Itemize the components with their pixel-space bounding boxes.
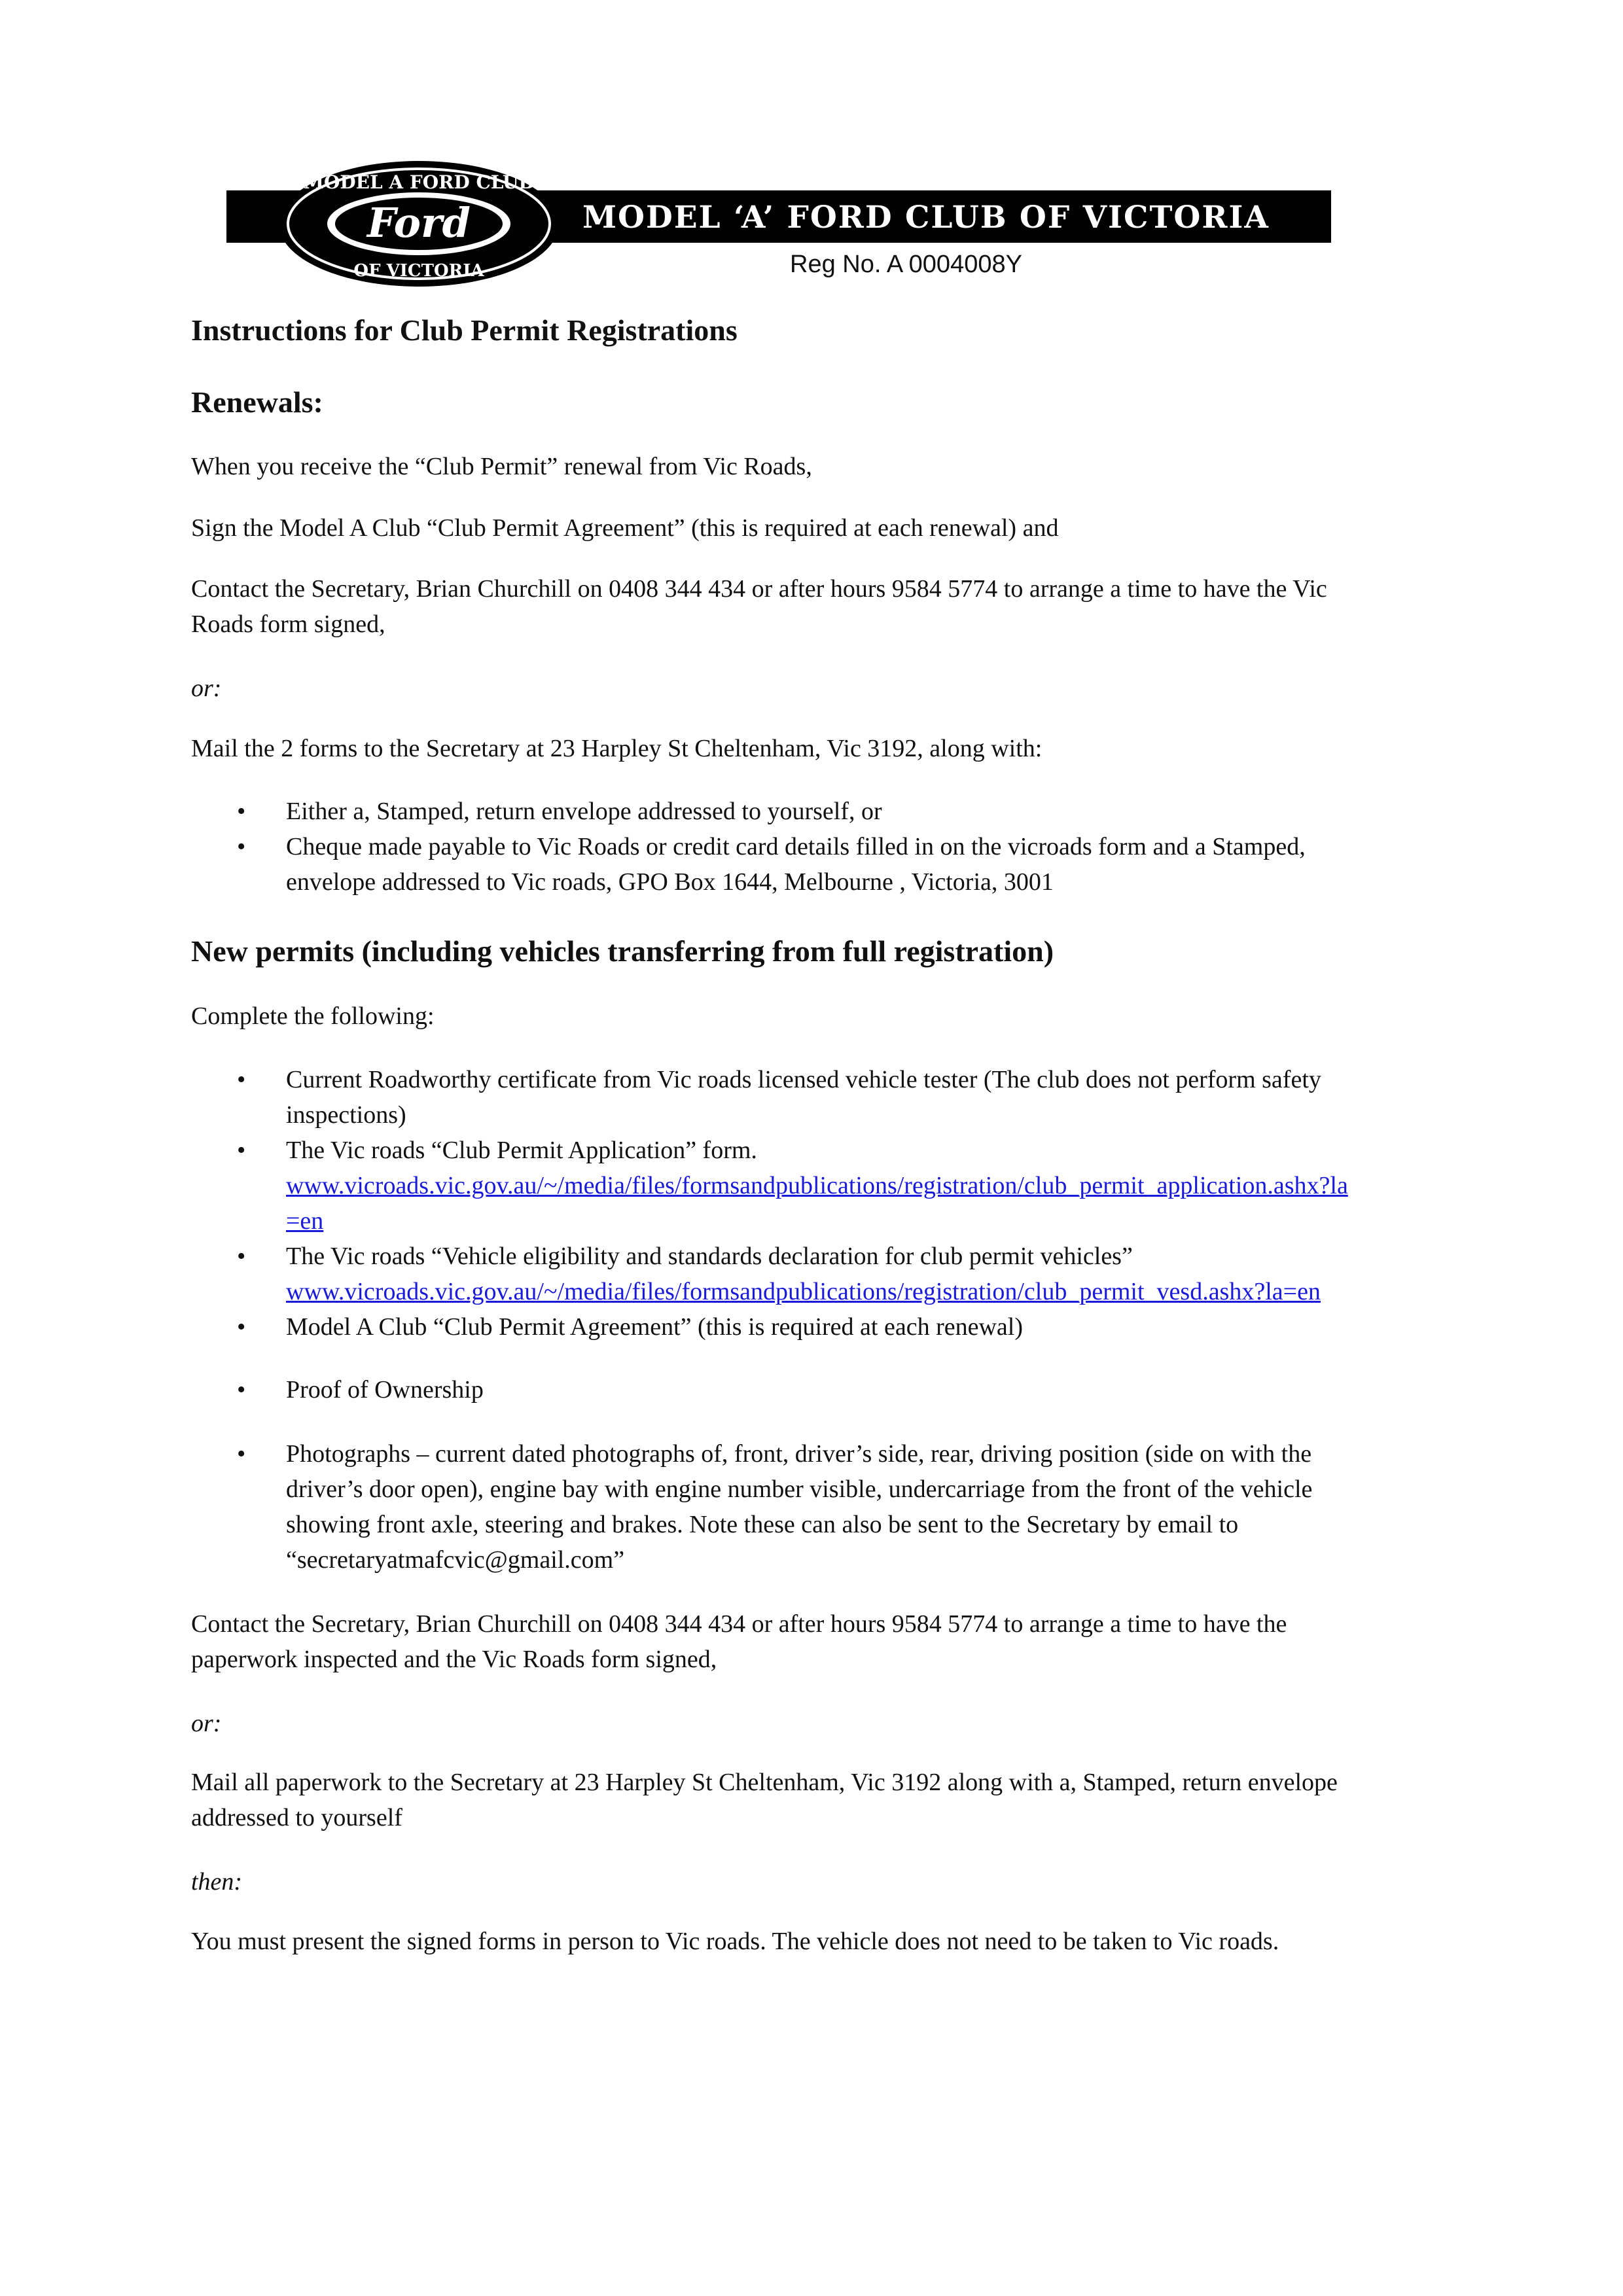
new-permits-bullet-4: Model A Club “Club Permit Agreement” (this is required at each renewal) — [286, 1313, 1023, 1341]
renewals-bullet-1: Either a, Stamped, return envelope addressed to yourself, or — [286, 798, 882, 825]
bullet-marker: • — [237, 798, 246, 825]
new-permits-then: then: — [191, 1868, 243, 1896]
club-permit-vesd-link[interactable]: www.vicroads.vic.gov.au/~/media/files/formsandpublications/registration/club_permit_vesd.ashx?la=en — [286, 1278, 1321, 1305]
bullet-marker: • — [237, 1066, 246, 1093]
new-permits-bullet-6-line-3: showing front axle, steering and brakes. Note these can also be sent to the Secretary by email to — [286, 1511, 1239, 1538]
new-permits-or: or: — [191, 1710, 222, 1737]
bullet-marker: • — [237, 1313, 246, 1341]
renewals-paragraph-1: When you receive the “Club Permit” renewal from Vic Roads, — [191, 453, 812, 480]
new-permits-bullet-5: Proof of Ownership — [286, 1376, 484, 1404]
renewals-paragraph-2: Sign the Model A Club “Club Permit Agreement” (this is required at each renewal) and — [191, 514, 1059, 542]
new-permits-intro: Complete the following: — [191, 1002, 435, 1030]
club-permit-application-link-cont[interactable]: =en — [286, 1207, 324, 1235]
renewals-heading: Renewals: — [191, 385, 323, 419]
new-permits-bullet-2: The Vic roads “Club Permit Application” form. — [286, 1137, 757, 1164]
bullet-marker: • — [237, 1376, 246, 1404]
bullet-marker: • — [237, 833, 246, 860]
renewals-or: or: — [191, 675, 222, 702]
club-permit-application-link[interactable]: www.vicroads.vic.gov.au/~/media/files/formsandpublications/registration/club_permit_application.ashx?la — [286, 1172, 1348, 1199]
new-permits-bullet-6-line-4: “secretaryatmafcvic@gmail.com” — [286, 1546, 625, 1574]
new-permits-mail-line-1: Mail all paperwork to the Secretary at 23 Harpley St Cheltenham, Vic 3192 along with a, Stamped, return envelope — [191, 1769, 1338, 1796]
ford-club-logo — [275, 158, 563, 289]
renewals-bullet-2-line-2: envelope addressed to Vic roads, GPO Box 1644, Melbourne , Victoria, 3001 — [286, 868, 1054, 896]
renewals-paragraph-3-line-1: Contact the Secretary, Brian Churchill on 0408 344 434 or after hours 9584 5774 to arrange a time to have the Vic — [191, 575, 1327, 603]
registration-number: Reg No. A 0004008Y — [790, 251, 1022, 278]
renewals-bullet-2-line-1: Cheque made payable to Vic Roads or credit card details filled in on the vicroads form and a Stamped, — [286, 833, 1306, 860]
new-permits-bullet-3: The Vic roads “Vehicle eligibility and standards declaration for club permit vehicles” — [286, 1243, 1133, 1270]
new-permits-contact-line-2: paperwork inspected and the Vic Roads form signed, — [191, 1646, 717, 1673]
logo-top-text: MODEL A FORD CLUB — [303, 171, 535, 193]
bullet-marker: • — [237, 1137, 246, 1164]
club-banner-title: MODEL ‘A’ FORD CLUB OF VICTORIA — [582, 200, 1270, 236]
renewals-paragraph-3-line-2: Roads form signed, — [191, 610, 385, 638]
logo-center-text: Ford — [367, 199, 471, 247]
renewals-paragraph-4: Mail the 2 forms to the Secretary at 23 Harpley St Cheltenham, Vic 3192, along with: — [191, 735, 1043, 762]
new-permits-bullet-1-line-1: Current Roadworthy certificate from Vic roads licensed vehicle tester (The club does not perform safety — [286, 1066, 1321, 1093]
bullet-marker: • — [237, 1243, 246, 1270]
new-permits-contact-line-1: Contact the Secretary, Brian Churchill on 0408 344 434 or after hours 9584 5774 to arrange a time to have the — [191, 1610, 1287, 1638]
new-permits-bullet-6-line-2: driver’s door open), engine bay with engine number visible, undercarriage from the front of the vehicle — [286, 1475, 1313, 1503]
page-title: Instructions for Club Permit Registrations — [191, 313, 738, 347]
new-permits-final: You must present the signed forms in person to Vic roads. The vehicle does not need to be taken to Vic roads. — [191, 1928, 1279, 1955]
new-permits-mail-line-2: addressed to yourself — [191, 1804, 402, 1831]
logo-bottom-text: OF VICTORIA — [353, 261, 484, 281]
new-permits-bullet-1-line-2: inspections) — [286, 1101, 406, 1129]
bullet-marker: • — [237, 1440, 246, 1468]
new-permits-heading: New permits (including vehicles transferring from full registration) — [191, 934, 1054, 968]
new-permits-bullet-6-line-1: Photographs – current dated photographs of, front, driver’s side, rear, driving position (side on with the — [286, 1440, 1312, 1468]
